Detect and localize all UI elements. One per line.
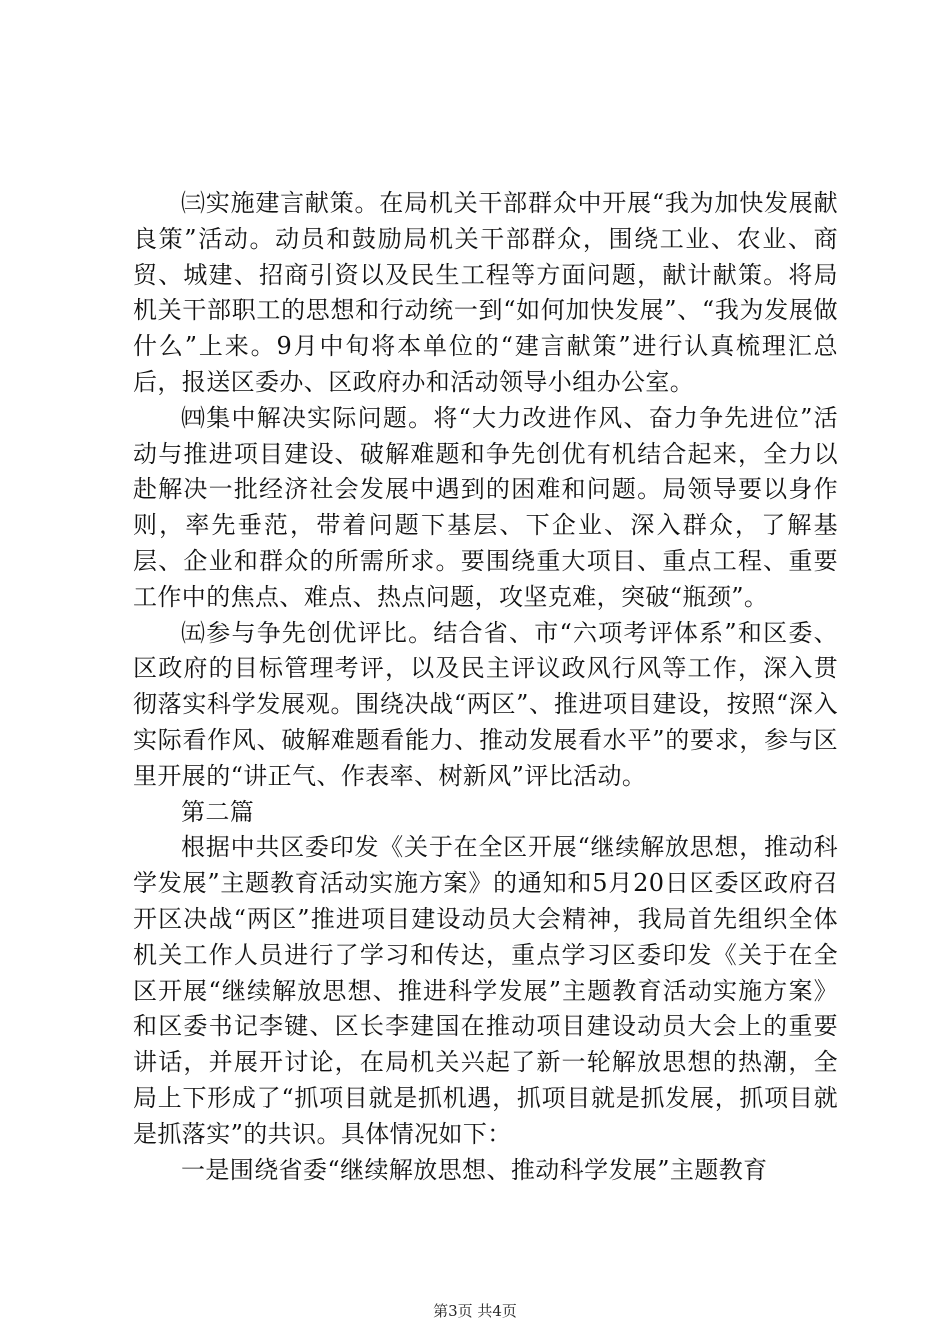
paragraph-item-one: 一是围绕省委“继续解放思想、推动科学发展”主题教育 <box>181 1155 768 1184</box>
document-body <box>133 186 838 1188</box>
paragraph-evaluation: ㈤参与争先创优评比。结合省、市“六项考评体系”和区委、区政府的目标管理考评，以及民主评议政风行风等工作，深入贯彻落实科学发展观。围绕决战“两区”、推进项目建设，按照“深入实际看作风、破解难题看能力、推动发展看水平”的要求，参与区里开展的“讲正气、作表率、树新风”评比活动。 <box>133 618 838 790</box>
paragraph-background: 根据中共区委印发《关于在全区开展“继续解放思想，推动科学发展”主题教育活动实施方案》的通知和5月20日区委区政府召开区决战“两区”推进项目建设动员大会精神，我局首先组织全体机关工作人员进行了学习和传达，重点学习区委印发《关于在全区开展“继续解放思想、推进科学发展”主题教育活动实施方案》和区委书记李键、区长李建国在推动项目建设动员大会上的重要讲话，并展开讨论，在局机关兴起了新一轮解放思想的热潮，全局上下形成了“抓项目就是抓机遇，抓项目就是抓发展，抓项目就是抓落实”的共识。具体情况如下： <box>133 833 838 1148</box>
paragraph-solve-problems: ㈣集中解决实际问题。将“大力改进作风、奋力争先进位”活动与推进项目建设、破解难题和争先创优有机结合起来，全力以赴解决一批经济社会发展中遇到的困难和问题。局领导要以身作则，率先垂范，带着问题下基层、下企业、深入群众，了解基层、企业和群众的所需所求。要围绕重大项目、重点工程、重要工作中的焦点、难点、热点问题，攻坚克难，突破“瓶颈”。 <box>133 403 838 611</box>
section-heading: 第二篇 <box>181 797 255 826</box>
paragraph-suggestions: ㈢实施建言献策。在局机关干部群众中开展“我为加快发展献良策”活动。动员和鼓励局机关干部群众，围绕工业、农业、商贸、城建、招商引资以及民生工程等方面问题，献计献策。将局机关干部职工的思想和行动统一到“如何加快发展”、“我为发展做什么”上来。9月中旬将本单位的“建言献策”进行认真梳理汇总后，报送区委办、区政府办和活动领导小组办公室。 <box>133 189 838 396</box>
page-number: 第3页 共4页 <box>433 1302 517 1320</box>
